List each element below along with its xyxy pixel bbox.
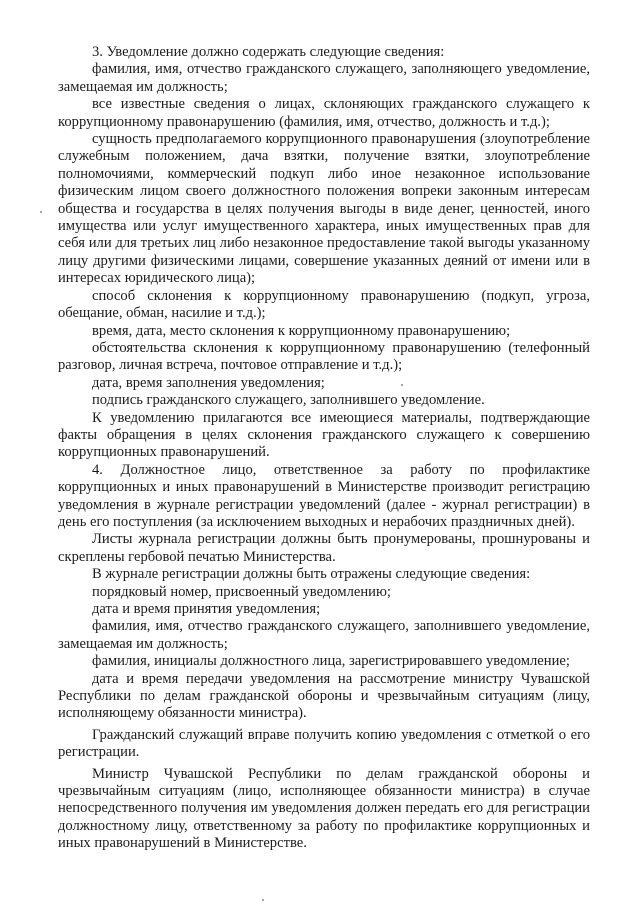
paragraph-field-accept-date: дата и время принятия уведомления; [92, 601, 321, 617]
paragraph-item-fill-date: дата, время заполнения уведомления; [92, 374, 325, 391]
paragraph-item-inducement-method: способ склонения к коррупционному правонарушению (подкуп, угроза, обещание, обман, насилие и т.д.); [58, 287, 590, 322]
paragraph-copy-right: Гражданский служащий вправе получить копию уведомления с отметкой о его регистрации. [58, 726, 590, 761]
paragraph-field-registrar: фамилия, инициалы должностного лица, зарегистрировавшего уведомление; [92, 653, 570, 670]
paragraph-journal-fields-heading: В журнале регистрации должны быть отражены следующие сведения: [92, 566, 531, 583]
paragraph-item-time-place: время, дата, место склонения к коррупционному правонарушению; [92, 322, 511, 339]
paragraph-journal-sheets: Листы журнала регистрации должны быть пронумерованы, прошнурованы и скреплены гербовой печатью Министерства. [58, 531, 590, 565]
paragraph-item-offense-essence: сущность предполагаемого коррупционного правонарушения (злоупотребление служебным положением, дача взятки, получение взятки, злоупотребление полномочиями, коммерческий подкуп либо иное незаконное использование физическим лицом своего должностного положения вопреки законным интересам общества и государства в целях получения выгоды в виде денег, ценностей, иного имущества или услуг имущественного характера, иных имущественных прав для себя или для третьих лиц либо незаконное предоставление такой выгоды указанному лицу другими физическими лицами, совершение указанных деяний от имени или в интересах юридического лица); [58, 131, 590, 287]
document-page [58, 44, 590, 853]
scan-speck [401, 384, 403, 386]
paragraph-field-serial-number: порядковый номер, присвоенный уведомлению; [92, 583, 391, 600]
paragraph-item-circumstances: обстоятельства склонения к коррупционному правонарушению (телефонный разговор, личная встреча, почтовое отправление и т.д.); [58, 339, 590, 374]
paragraph-item-signature: подпись гражданского служащего, заполнившего уведомление. [92, 392, 485, 409]
scan-speck [40, 211, 42, 213]
scan-speck [262, 899, 264, 901]
paragraph-field-transfer-date: дата и время передачи уведомления на рассмотрение министру Чувашской Республики по делам гражданской обороны и чрезвычайным ситуациям (лицу, исполняющему обязанности министра). [58, 670, 590, 722]
paragraph-section-3-heading: 3. Уведомление должно содержать следующие сведения: [92, 44, 445, 60]
paragraph-minister-transfer: Министр Чувашской Республики по делам гражданской обороны и чрезвычайным ситуациям (лицо, исполняющее обязанности министра) в случае непосредственного получения им уведомления должен передать его для регистрации должностному лицу, ответственному за работу по профилактике коррупционных и иных правонарушений в Министерстве. [58, 765, 590, 852]
paragraph-item-full-name: фамилия, имя, отчество гражданского служащего, заполняющего уведомление, замещаемая им должность; [58, 61, 590, 95]
paragraph-section-4-registration: 4. Должностное лицо, ответственное за работу по профилактике коррупционных и иных правонарушений в Министерстве производит регистрацию уведомления в журнале регистрации уведомлений (далее - журнал регистрации) в день его поступления (за исключением выходных и нерабочих праздничных дней). [58, 461, 590, 530]
paragraph-field-full-name: фамилия, имя, отчество гражданского служащего, заполнившего уведомление, замещаемая им должность; [58, 618, 590, 652]
paragraph-attachments: К уведомлению прилагаются все имеющиеся материалы, подтверждающие факты обращения в целях склонения гражданского служащего к совершению коррупционных правонарушений. [58, 409, 590, 461]
paragraph-item-persons-info: все известные сведения о лицах, склоняющих гражданского служащего к коррупционному правонарушению (фамилия, имя, отчество, должность и т.д.); [58, 96, 590, 130]
